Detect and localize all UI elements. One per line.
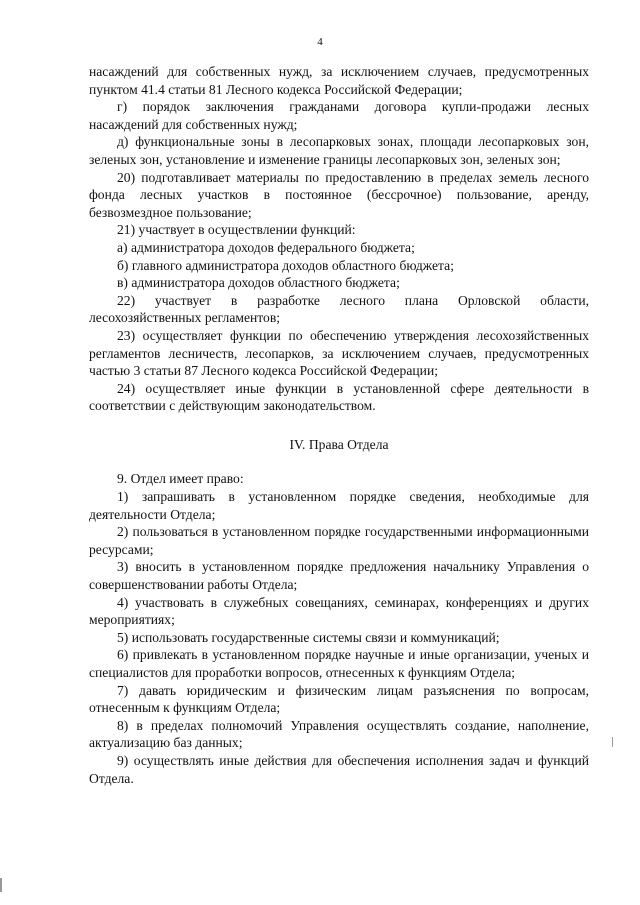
paragraph: 9. Отдел имеет право: <box>117 471 244 487</box>
paragraph: 4) участвовать в служебных совещаниях, семинарах, конференциях и других мероприятиях; <box>89 594 589 628</box>
paragraph: 6) привлекать в установленном порядке научные и иные организации, ученых и специалистов для проработки вопросов, отнесенных к функциям Отдела; <box>89 647 589 680</box>
paragraph: 1) запрашивать в установленном порядке сведения, необходимые для деятельности Отдела; <box>89 489 589 522</box>
paragraph: 23) осуществляет функции по обеспечению утверждения лесохозяйственных регламентов лесничеств, лесопарков, за исключением случаев, предусмотренных частью 3 статьи 87 Лесного кодекса Российской Федерации; <box>89 327 589 379</box>
section-heading: IV. Права Отдела <box>289 436 389 452</box>
paragraph: б) главного администратора доходов областного бюджета; <box>117 257 454 273</box>
paragraph: д) функциональные зоны в лесопарковых зонах, площади лесопарковых зон, зеленых зон, установление и изменение границы лесопарковых зон, зеленых зон; <box>89 134 589 167</box>
paragraph: 5) использовать государственные системы связи и коммуникаций; <box>117 629 500 645</box>
paragraph: насаждений для собственных нужд, за исключением случаев, предусмотренных пунктом 41.4 статьи 81 Лесного кодекса Российской Федерации; <box>89 64 589 97</box>
paragraph: в) администратора доходов областного бюджета; <box>117 275 400 291</box>
page-number: 4 <box>317 36 323 48</box>
document-body <box>89 63 589 787</box>
paragraph: 24) осуществляет иные функции в установленной сфере деятельности в соответствии с действующим законодательством. <box>89 380 589 414</box>
paragraph: 3) вносить в установленном порядке предложения начальнику Управления о совершенствовании работы Отдела; <box>89 559 589 593</box>
paragraph: 22) участвует в разработке лесного плана Орловской области, лесохозяйственных регламентов; <box>89 292 589 326</box>
paragraph: 7) давать юридическим и физическим лицам разъяснения по вопросам, отнесенным к функциям Отдела; <box>89 682 589 716</box>
paragraph: 2) пользоваться в установленном порядке государственными информационными ресурсами; <box>89 524 589 557</box>
paragraph: 8) в пределах полномочий Управления осуществлять создание, наполнение, актуализацию баз данных; <box>89 717 589 751</box>
paragraph: 20) подготавливает материалы по предоставлению в пределах земель лесного фонда лесных участков в постоянное (бессрочное) пользование, аренду, безвозмездное пользование; <box>89 169 589 220</box>
paragraph: 21) участвует в осуществлении функций: <box>117 222 356 238</box>
paragraph: 9) осуществлять иные действия для обеспечения исполнения задач и функций Отдела. <box>89 752 589 786</box>
scan-artifact <box>0 878 2 892</box>
scan-artifact <box>612 737 613 747</box>
paragraph: а) администратора доходов федерального бюджета; <box>117 239 415 255</box>
paragraph: г) порядок заключения гражданами договора купли-продажи лесных насаждений для собственных нужд; <box>89 99 589 132</box>
